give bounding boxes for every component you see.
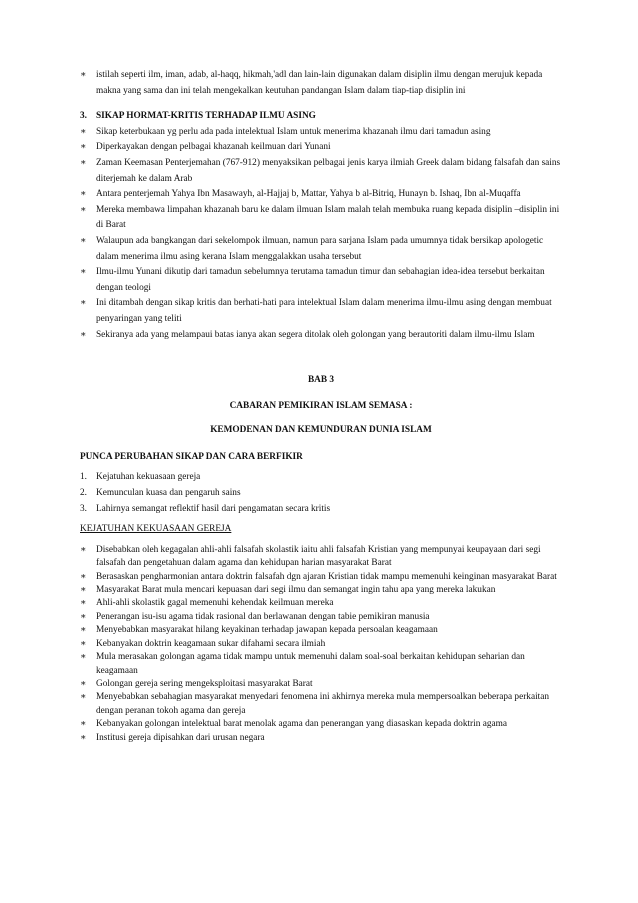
- list-item: [80, 187, 562, 203]
- section-3-list: [80, 125, 562, 343]
- list-item: [80, 544, 562, 571]
- bullet-text: istilah seperti ilm, iman, adab, al-haqq, hikmah,'adl dan lain-lain digunakan dalam disiplin ilmu dengan merujuk kepada makna yang sama dan ini telah mengekalkan keutuhan pandangan Islam dalam tiap-tiap disiplin ini: [96, 70, 543, 96]
- bullet-text: Disebabkan oleh kegagalan ahli-ahli falsafah skolastik iaitu ahli falsafah Kristian yang mempunyai keupayaan dari segi falsafah dan pengetahuan dalam agama dan kehidupan harian masyarakat Barat: [96, 544, 541, 569]
- item-text: Lahirnya semangat reflektif hasil dari pengamatan secara kritis: [96, 503, 331, 514]
- bullet-text: Masyarakat Barat mula mencari kepuasan dari segi ilmu dan semangat ingin tahu apa yang mereka lakukan: [96, 585, 496, 596]
- kejatuhan-list: [80, 544, 562, 745]
- list-item: [80, 651, 562, 678]
- list-item: [80, 638, 562, 651]
- list-item: [80, 678, 562, 691]
- bullet-text: Ilmu-ilmu Yunani dikutip dari tamadun sebelumnya terutama tamadun timur dan sebahagian idea-idea tersebut berkaitan dengan teologi: [96, 267, 545, 293]
- list-item: [80, 718, 562, 731]
- bullet-mark: ∗: [80, 204, 87, 215]
- bullet-mark: ∗: [80, 70, 87, 80]
- list-item: [80, 125, 562, 141]
- bullet-mark: ∗: [80, 329, 87, 340]
- section-heading: [80, 109, 562, 125]
- bullet-mark: ∗: [80, 157, 87, 168]
- bullet-text: Menyebabkan sebahagian masyarakat menyedari fenomena ini akhirnya mereka mula mempersoalkan beberapa perkaitan dengan peranan tokoh agama dan gereja: [96, 692, 550, 716]
- item-number: 2.: [80, 488, 87, 499]
- bullet-mark: ∗: [80, 625, 87, 636]
- numbered-list: [80, 470, 562, 517]
- bullet-mark: ∗: [80, 585, 87, 596]
- bullet-text: Sekiranya ada yang melampaui batas ianya akan segera ditolak oleh golongan yang berautoriti dalam ilmu-ilmu Islam: [96, 329, 535, 340]
- bullet-text: Zaman Keemasan Penterjemahan (767-912) menyaksikan pelbagai jenis karya ilmiah Greek dalam bidang falsafah dan sains diterjemah ke dalam Arab: [96, 157, 561, 184]
- list-item: [80, 732, 562, 745]
- bullet-mark: ∗: [80, 611, 87, 622]
- item-text: Kemunculan kuasa dan pengaruh sains: [96, 488, 241, 499]
- bullet-text: Golongan gereja sering mengeksploitasi masyarakat Barat: [96, 678, 313, 689]
- bullet-mark: ∗: [80, 732, 87, 743]
- section-title: SIKAP HORMAT-KRITIS TERHADAP ILMU ASING: [96, 111, 316, 122]
- bullet-text: Menyebabkan masyarakat hilang keyakinan terhadap jawapan kepada persoalan keagamaan: [96, 625, 438, 636]
- list-item: [80, 611, 562, 624]
- list-item: [80, 68, 562, 99]
- bullet-text: Mereka membawa limpahan khazanah baru ke dalam ilmuan Islam malah telah membuka ruang kepada disiplin –disiplin ini di Barat: [96, 204, 560, 231]
- bullet-mark: ∗: [80, 719, 87, 730]
- bullet-text: Penerangan isu-isu agama tidak rasional dan berlawanan dengan tabie pemikiran manusia: [96, 611, 430, 622]
- numbered-item: [80, 486, 562, 502]
- bullet-text: Mula merasakan golongan agama tidak mampu untuk memenuhi dalam soal-soal berkaitan kehidupan seharian dan keagamaan: [96, 652, 525, 676]
- list-item: [80, 597, 562, 610]
- chapter-title: CABARAN PEMIKIRAN ISLAM SEMASA :: [229, 400, 413, 411]
- bullet-mark: ∗: [80, 126, 87, 137]
- bullet-text: Sikap keterbukaan yg perlu ada pada intelektual Islam untuk menerima khazanah ilmu dari tamadun asing: [96, 126, 491, 137]
- bullet-mark: ∗: [80, 298, 87, 309]
- numbered-item: [80, 470, 562, 486]
- bullet-mark: ∗: [80, 678, 87, 689]
- bullet-mark: ∗: [80, 652, 87, 663]
- bullet-text: Diperkayakan dengan pelbagai khazanah keilmuan dari Yunani: [96, 142, 331, 153]
- bullet-mark: ∗: [80, 638, 87, 649]
- bullet-mark: ∗: [80, 571, 87, 582]
- chapter-subtitle: KEMODENAN DAN KEMUNDURAN DUNIA ISLAM: [210, 425, 432, 436]
- bullet-mark: ∗: [80, 267, 87, 278]
- list-item: [80, 571, 562, 584]
- list-item: [80, 624, 562, 637]
- bullet-text: Institusi gereja dipisahkan dari urusan negara: [96, 732, 265, 743]
- intro-block: [80, 68, 562, 99]
- bullet-mark: ∗: [80, 235, 87, 246]
- item-number: 1.: [80, 472, 87, 483]
- chapter-label: BAB 3: [307, 375, 335, 386]
- item-text: Kejatuhan kekuasaan gereja: [96, 472, 201, 483]
- bullet-text: Kebanyakan golongan intelektual barat menolak agama dan penerangan yang diasaskan kepada doktrin agama: [96, 719, 507, 730]
- bullet-mark: ∗: [80, 692, 87, 703]
- list-item: [80, 234, 562, 265]
- punca-heading: PUNCA PERUBAHAN SIKAP DAN CARA BERFIKIR: [80, 451, 303, 462]
- bullet-mark: ∗: [80, 189, 87, 200]
- bullet-text: Ahli-ahli skolastik gagal memenuhi kehendak keilmuan mereka: [96, 598, 334, 609]
- item-number: 3.: [80, 503, 87, 514]
- list-item: [80, 156, 562, 187]
- bullet-text: Berasaskan pengharmonian antara doktrin falsafah dgn ajaran Kristian tidak mampu memenuhi keinginan masyarakat Barat: [96, 571, 557, 582]
- bullet-mark: ∗: [80, 598, 87, 609]
- list-item: [80, 296, 562, 327]
- bullet-text: Kebanyakan doktrin keagamaan sukar difahami secara ilmiah: [96, 638, 326, 649]
- kejatuhan-heading: KEJATUHAN KEKUASAAN GEREJA: [80, 524, 232, 535]
- bullet-text: Ini ditambah dengan sikap kritis dan berhati-hati para intelektual Islam dalam menerima ilmu-ilmu asing dengan membuat penyaringan yang teliti: [96, 298, 552, 324]
- list-item: [80, 265, 562, 296]
- bullet-mark: ∗: [80, 544, 87, 555]
- list-item: [80, 584, 562, 597]
- document-body: [80, 68, 562, 745]
- list-item: [80, 140, 562, 156]
- list-item: [80, 328, 562, 344]
- bullet-text: Antara penterjemah Yahya Ibn Masawayh, al-Hajjaj b, Mattar, Yahya b al-Bitriq, Hunayn b. Ishaq, Ibn al-Muqaffa: [96, 189, 521, 200]
- list-item: [80, 203, 562, 234]
- list-item: [80, 691, 562, 718]
- numbered-item: [80, 502, 562, 518]
- section-number: 3.: [80, 111, 87, 122]
- bullet-text: Walaupun ada bangkangan dari sekelompok ilmuan, namun para sarjana Islam pada umumnya tidak bersikap apologetic dalam menerima ilmu asing kerana Islam menggalakkan usaha tersebut: [96, 235, 544, 262]
- bullet-mark: ∗: [80, 142, 87, 153]
